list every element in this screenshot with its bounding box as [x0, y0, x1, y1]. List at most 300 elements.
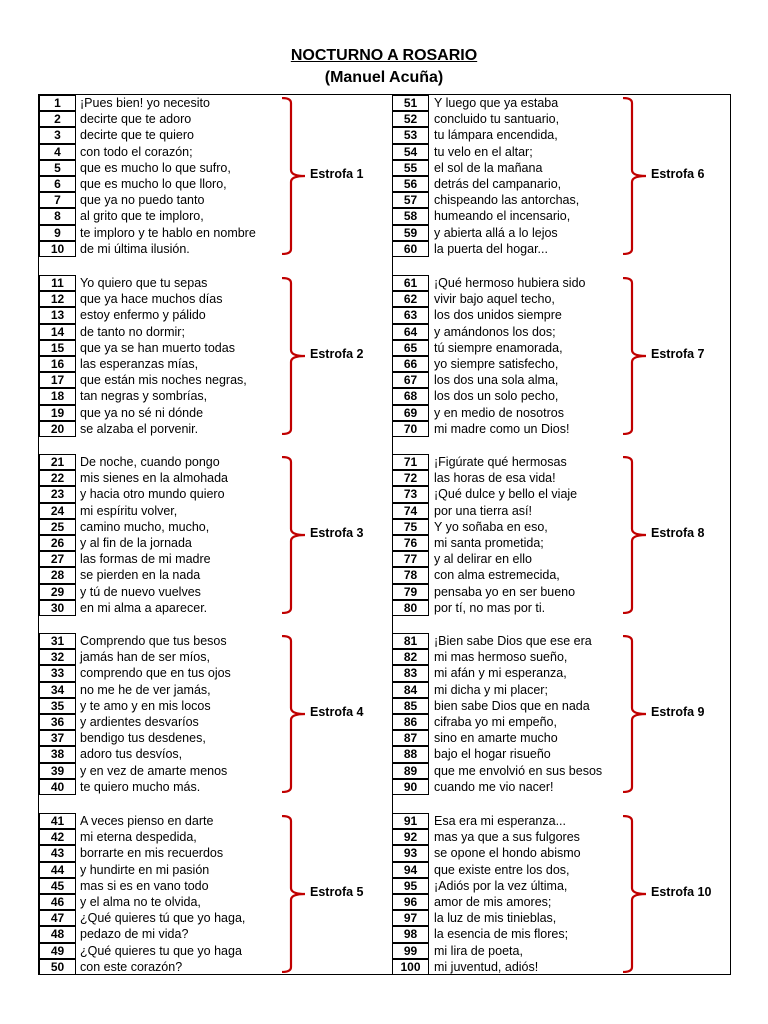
- verse-text: mi espíritu volver,: [80, 503, 178, 518]
- verse-line: [39, 470, 392, 486]
- verse-text: el sol de la mañana: [434, 160, 543, 175]
- verse-line: [392, 275, 730, 291]
- verse-line: [392, 682, 730, 698]
- verse-text: De noche, cuando pongo: [80, 455, 220, 469]
- verse-line: [392, 959, 730, 975]
- verse-line: [392, 127, 730, 143]
- verse-text: mas ya que a sus fulgores: [434, 830, 580, 845]
- verse-line: [392, 324, 730, 340]
- line-number: 82: [392, 649, 429, 665]
- line-number: 60: [392, 241, 429, 257]
- line-number: 22: [39, 470, 76, 486]
- verse-text: mi eterna despedida,: [80, 830, 197, 845]
- verse-text: se opone el hondo abismo: [434, 846, 581, 861]
- verse-line: [39, 192, 392, 208]
- verse-line: [392, 763, 730, 779]
- line-number: 30: [39, 600, 76, 616]
- line-number: 58: [392, 208, 429, 224]
- verse-line: [392, 454, 730, 470]
- verse-text: que ya hace muchos días: [80, 292, 223, 307]
- verse-text: cuando me vio nacer!: [434, 779, 554, 794]
- verse-text: mis sienes en la almohada: [80, 471, 228, 486]
- line-number: 52: [392, 111, 429, 127]
- line-number: 97: [392, 910, 429, 926]
- verse-text: camino mucho, mucho,: [80, 519, 210, 534]
- verse-text: no me he de ver jamás,: [80, 682, 211, 697]
- verse-text: ¡Pues bien! yo necesito: [80, 96, 210, 110]
- verse-line: [392, 567, 730, 583]
- verse-text: con todo el corazón;: [80, 144, 193, 159]
- stanza-brace-icon: [280, 277, 306, 435]
- verse-text: jamás han de ser míos,: [80, 650, 210, 665]
- line-number: 42: [39, 829, 76, 845]
- verse-line: [392, 926, 730, 942]
- verse-text: bajo el hogar risueño: [434, 747, 551, 762]
- line-number: 63: [392, 307, 429, 323]
- stanza-brace-icon: [280, 456, 306, 614]
- verse-line: [39, 486, 392, 502]
- verse-text: y ardientes desvaríos: [80, 715, 199, 729]
- verse-line: [392, 503, 730, 519]
- verse-line: [39, 584, 392, 600]
- poem-title: NOCTURNO A ROSARIO: [290, 47, 478, 64]
- line-number: 26: [39, 535, 76, 551]
- line-number: 35: [39, 698, 76, 714]
- verse-text: la luz de mis tinieblas,: [434, 911, 557, 926]
- verse-line: [392, 584, 730, 600]
- stanza-label: Estrofa 4: [310, 705, 364, 719]
- verse-text: detrás del campanario,: [434, 177, 562, 191]
- line-number: 89: [392, 763, 429, 779]
- verse-line: [39, 959, 392, 975]
- verse-line: [392, 746, 730, 762]
- line-number: 70: [392, 421, 429, 437]
- verse-line: [392, 421, 730, 437]
- verse-text: comprendo que en tus ojos: [80, 666, 231, 681]
- verse-line: [39, 127, 392, 143]
- verse-line: [392, 779, 730, 795]
- verse-text: que ya no sé ni dónde: [80, 405, 204, 420]
- verse-text: que es mucho lo que sufro,: [80, 160, 231, 175]
- line-number: 15: [39, 340, 76, 356]
- verse-line: [392, 405, 730, 421]
- verse-line: [392, 551, 730, 567]
- line-number: 92: [392, 829, 429, 845]
- verse-line: [39, 208, 392, 224]
- line-number: 45: [39, 878, 76, 894]
- line-number: 88: [392, 746, 429, 762]
- stanza-label: Estrofa 8: [651, 526, 705, 540]
- line-number: 12: [39, 291, 76, 307]
- stanza-label: Estrofa 6: [651, 167, 705, 181]
- verse-text: se pierden en la nada: [80, 568, 201, 583]
- verse-line: [392, 95, 730, 111]
- stanza-brace-icon: [280, 97, 306, 255]
- stanza-label: Estrofa 10: [651, 885, 712, 899]
- verse-text: amor de mis amores;: [434, 895, 552, 909]
- verse-line: [39, 111, 392, 127]
- line-number: 90: [392, 779, 429, 795]
- verse-text: A veces pienso en darte: [80, 814, 214, 828]
- verse-text: Y yo soñaba en eso,: [434, 519, 548, 534]
- verse-line: [392, 225, 730, 241]
- verse-text: chispeando las antorchas,: [434, 193, 580, 208]
- verse-line: [392, 144, 730, 160]
- line-number: 94: [392, 862, 429, 878]
- verse-text: sino en amarte mucho: [434, 731, 558, 746]
- line-number: 96: [392, 894, 429, 910]
- stanza-label: Estrofa 5: [310, 885, 364, 899]
- verse-line: [39, 225, 392, 241]
- verse-line: [392, 388, 730, 404]
- line-number: 25: [39, 519, 76, 535]
- verse-line: [39, 600, 392, 616]
- verse-text: tu lámpara encendida,: [434, 128, 558, 143]
- verse-line: [39, 291, 392, 307]
- verse-line: [39, 813, 392, 829]
- line-number: 17: [39, 372, 76, 388]
- verse-line: [392, 845, 730, 861]
- verse-line: [392, 943, 730, 959]
- line-number: 2: [39, 111, 76, 127]
- line-number: 29: [39, 584, 76, 600]
- verse-text: vivir bajo aquel techo,: [434, 292, 555, 307]
- line-number: 71: [392, 454, 429, 470]
- verse-text: las formas de mi madre: [80, 552, 211, 567]
- verse-line: [39, 95, 392, 111]
- line-number: 86: [392, 714, 429, 730]
- verse-text: los dos una sola alma,: [434, 373, 559, 388]
- verse-line: [392, 192, 730, 208]
- stanza-label: Estrofa 2: [310, 347, 364, 361]
- verse-line: [392, 208, 730, 224]
- verse-text: y amándonos los dos;: [434, 324, 556, 339]
- verse-text: de mi última ilusión.: [80, 241, 190, 256]
- verse-text: de tanto no dormir;: [80, 324, 185, 339]
- verse-line: [39, 845, 392, 861]
- verse-line: [392, 910, 730, 926]
- verse-text: los dos un solo pecho,: [434, 389, 559, 404]
- verse-line: [39, 503, 392, 519]
- verse-line: [39, 763, 392, 779]
- stanza-brace-icon: [280, 815, 306, 973]
- verse-text: adoro tus desvíos,: [80, 747, 183, 762]
- line-number: 55: [392, 160, 429, 176]
- verse-line: [39, 943, 392, 959]
- line-number: 76: [392, 535, 429, 551]
- stanza-brace-icon: [621, 635, 647, 793]
- line-number: 80: [392, 600, 429, 616]
- verse-line: [39, 372, 392, 388]
- line-number: 66: [392, 356, 429, 372]
- line-number: 38: [39, 746, 76, 762]
- line-number: 64: [392, 324, 429, 340]
- stanza-brace-icon: [621, 815, 647, 973]
- verse-text: en mi alma a aparecer.: [80, 600, 208, 615]
- verse-text: Y luego que ya estaba: [434, 96, 559, 110]
- verse-line: [39, 144, 392, 160]
- poem-table: [38, 94, 731, 975]
- line-number: 14: [39, 324, 76, 340]
- line-number: 61: [392, 275, 429, 291]
- verse-text: mi madre como un Dios!: [434, 421, 570, 436]
- verse-line: [39, 649, 392, 665]
- verse-text: tan negras y sombrías,: [80, 389, 208, 404]
- line-number: 78: [392, 567, 429, 583]
- line-number: 57: [392, 192, 429, 208]
- line-number: 69: [392, 405, 429, 421]
- verse-text: que existe entre los dos,: [434, 862, 570, 877]
- line-number: 21: [39, 454, 76, 470]
- verse-text: bien sabe Dios que en nada: [434, 698, 590, 713]
- line-number: 81: [392, 633, 429, 649]
- verse-line: [39, 551, 392, 567]
- verse-text: ¡Bien sabe Dios que ese era: [434, 634, 592, 648]
- verse-text: y al fin de la jornada: [80, 536, 192, 550]
- verse-text: ¿Qué quieres tu que yo haga: [80, 943, 242, 958]
- verse-text: que ya se han muerto todas: [80, 340, 235, 355]
- line-number: 93: [392, 845, 429, 861]
- poem-author: (Manuel Acuña): [324, 69, 444, 86]
- line-number: 95: [392, 878, 429, 894]
- verse-text: yo siempre satisfecho,: [434, 357, 559, 371]
- verse-text: y abierta allá a lo lejos: [434, 225, 558, 240]
- verse-text: humeando el incensario,: [434, 209, 571, 224]
- verse-text: tú siempre enamorada,: [434, 340, 563, 355]
- verse-text: y te amo y en mis locos: [80, 698, 211, 713]
- verse-line: [392, 730, 730, 746]
- line-number: 41: [39, 813, 76, 829]
- verse-text: que es mucho lo que lloro,: [80, 177, 227, 191]
- line-number: 7: [39, 192, 76, 208]
- line-number: 65: [392, 340, 429, 356]
- line-number: 18: [39, 388, 76, 404]
- verse-text: las horas de esa vida!: [434, 471, 556, 486]
- verse-text: pedazo de mi vida?: [80, 927, 189, 942]
- line-number: 9: [39, 225, 76, 241]
- stanza-label: Estrofa 3: [310, 526, 364, 540]
- line-number: 33: [39, 665, 76, 681]
- line-number: 24: [39, 503, 76, 519]
- verse-text: ¡Qué dulce y bello el viaje: [434, 487, 578, 502]
- line-number: 1: [39, 95, 76, 111]
- verse-line: [39, 926, 392, 942]
- line-number: 39: [39, 763, 76, 779]
- verse-text: y al delirar en ello: [434, 552, 532, 567]
- verse-line: [39, 862, 392, 878]
- line-number: 8: [39, 208, 76, 224]
- verse-text: mas si es en vano todo: [80, 878, 209, 893]
- verse-line: [39, 275, 392, 291]
- line-number: 77: [392, 551, 429, 567]
- verse-text: y hacia otro mundo quiero: [80, 487, 225, 502]
- verse-line: [392, 649, 730, 665]
- verse-line: [392, 600, 730, 616]
- line-number: 36: [39, 714, 76, 730]
- line-number: 54: [392, 144, 429, 160]
- verse-line: [39, 567, 392, 583]
- verse-line: [39, 241, 392, 257]
- line-number: 5: [39, 160, 76, 176]
- verse-line: [392, 307, 730, 323]
- verse-text: la esencia de mis flores;: [434, 927, 569, 942]
- verse-text: borrarte en mis recuerdos: [80, 846, 224, 861]
- line-number: 23: [39, 486, 76, 502]
- verse-text: decirte que te adoro: [80, 112, 192, 127]
- verse-text: decirte que te quiero: [80, 128, 194, 143]
- line-number: 50: [39, 959, 76, 975]
- line-number: 59: [392, 225, 429, 241]
- verse-line: [392, 633, 730, 649]
- verse-text: mi santa prometida;: [434, 536, 544, 550]
- verse-text: mi lira de poeta,: [434, 943, 523, 958]
- verse-line: [39, 454, 392, 470]
- verse-text: Yo quiero que tu sepas: [80, 276, 208, 290]
- line-number: 27: [39, 551, 76, 567]
- stanza-brace-icon: [280, 635, 306, 793]
- verse-line: [39, 307, 392, 323]
- stanza-label: Estrofa 1: [310, 167, 364, 181]
- verse-line: [392, 470, 730, 486]
- line-number: 3: [39, 127, 76, 143]
- line-number: 83: [392, 665, 429, 681]
- verse-text: te imploro y te hablo en nombre: [80, 225, 256, 240]
- verse-text: y en medio de nosotros: [434, 405, 564, 420]
- line-number: 40: [39, 779, 76, 795]
- verse-text: por tí, no mas por ti.: [434, 600, 546, 615]
- verse-line: [39, 324, 392, 340]
- line-number: 31: [39, 633, 76, 649]
- stanza-label: Estrofa 9: [651, 705, 705, 719]
- line-number: 53: [392, 127, 429, 143]
- verse-text: con alma estremecida,: [434, 568, 560, 583]
- verse-line: [39, 633, 392, 649]
- verse-text: que están mis noches negras,: [80, 373, 247, 388]
- line-number: 67: [392, 372, 429, 388]
- verse-text: ¡Qué hermoso hubiera sido: [434, 276, 586, 290]
- line-number: 47: [39, 910, 76, 926]
- verse-text: ¿Qué quieres tú que yo haga,: [80, 911, 246, 926]
- verse-text: te quiero mucho más.: [80, 779, 201, 794]
- verse-line: [392, 372, 730, 388]
- verse-line: [39, 730, 392, 746]
- verse-line: [392, 665, 730, 681]
- verse-text: y tú de nuevo vuelves: [80, 584, 201, 599]
- line-number: 20: [39, 421, 76, 437]
- verse-line: [392, 486, 730, 502]
- line-number: 13: [39, 307, 76, 323]
- verse-text: y el alma no te olvida,: [80, 895, 201, 909]
- verse-text: se alzaba el porvenir.: [80, 421, 199, 436]
- verse-text: las esperanzas mías,: [80, 357, 199, 371]
- verse-text: bendigo tus desdenes,: [80, 731, 206, 746]
- line-number: 75: [392, 519, 429, 535]
- verse-text: que ya no puedo tanto: [80, 193, 205, 208]
- line-number: 49: [39, 943, 76, 959]
- line-number: 91: [392, 813, 429, 829]
- line-number: 99: [392, 943, 429, 959]
- verse-text: los dos unidos siempre: [434, 308, 562, 323]
- line-number: 48: [39, 926, 76, 942]
- verse-text: y en vez de amarte menos: [80, 763, 228, 778]
- line-number: 43: [39, 845, 76, 861]
- line-number: 68: [392, 388, 429, 404]
- verse-text: ¡Adiós por la vez última,: [434, 878, 568, 893]
- verse-line: [39, 779, 392, 795]
- line-number: 84: [392, 682, 429, 698]
- line-number: 6: [39, 176, 76, 192]
- verse-line: [39, 829, 392, 845]
- verse-line: [392, 291, 730, 307]
- verse-line: [392, 111, 730, 127]
- verse-text: al grito que te imploro,: [80, 209, 204, 224]
- stanza-brace-icon: [621, 456, 647, 614]
- verse-text: concluido tu santuario,: [434, 112, 560, 127]
- line-number: 74: [392, 503, 429, 519]
- line-number: 72: [392, 470, 429, 486]
- verse-line: [39, 388, 392, 404]
- verse-line: [392, 829, 730, 845]
- stanza-brace-icon: [621, 97, 647, 255]
- line-number: 62: [392, 291, 429, 307]
- line-number: 73: [392, 486, 429, 502]
- verse-line: [39, 665, 392, 681]
- line-number: 34: [39, 682, 76, 698]
- line-number: 87: [392, 730, 429, 746]
- verse-text: mi mas hermoso sueño,: [434, 650, 568, 665]
- verse-line: [392, 813, 730, 829]
- line-number: 19: [39, 405, 76, 421]
- verse-text: y hundirte en mi pasión: [80, 862, 210, 877]
- line-number: 11: [39, 275, 76, 291]
- verse-text: mi afán y mi esperanza,: [434, 666, 567, 681]
- verse-line: [39, 746, 392, 762]
- verse-text: mi juventud, adiós!: [434, 959, 539, 974]
- verse-text: Esa era mi esperanza...: [434, 814, 567, 828]
- verse-text: cifraba yo mi empeño,: [434, 715, 557, 729]
- line-number: 85: [392, 698, 429, 714]
- line-number: 100: [392, 959, 429, 975]
- line-number: 46: [39, 894, 76, 910]
- verse-text: estoy enfermo y pálido: [80, 308, 206, 323]
- verse-text: por una tierra así!: [434, 503, 532, 518]
- line-number: 51: [392, 95, 429, 111]
- line-number: 44: [39, 862, 76, 878]
- verse-text: que me envolvió en sus besos: [434, 763, 603, 778]
- verse-line: [39, 405, 392, 421]
- stanza-brace-icon: [621, 277, 647, 435]
- line-number: 10: [39, 241, 76, 257]
- verse-text: con este corazón?: [80, 959, 183, 974]
- left-column: [39, 95, 392, 974]
- verse-text: pensaba yo en ser bueno: [434, 584, 576, 599]
- verse-text: la puerta del hogar...: [434, 241, 548, 256]
- stanza-label: Estrofa 7: [651, 347, 705, 361]
- line-number: 37: [39, 730, 76, 746]
- verse-line: [39, 910, 392, 926]
- verse-line: [39, 421, 392, 437]
- verse-line: [392, 862, 730, 878]
- line-number: 56: [392, 176, 429, 192]
- verse-line: [392, 241, 730, 257]
- line-number: 98: [392, 926, 429, 942]
- right-column: [392, 95, 730, 974]
- verse-text: ¡Figúrate qué hermosas: [434, 455, 567, 469]
- line-number: 32: [39, 649, 76, 665]
- line-number: 16: [39, 356, 76, 372]
- verse-text: mi dicha y mi placer;: [434, 682, 548, 697]
- verse-line: [39, 682, 392, 698]
